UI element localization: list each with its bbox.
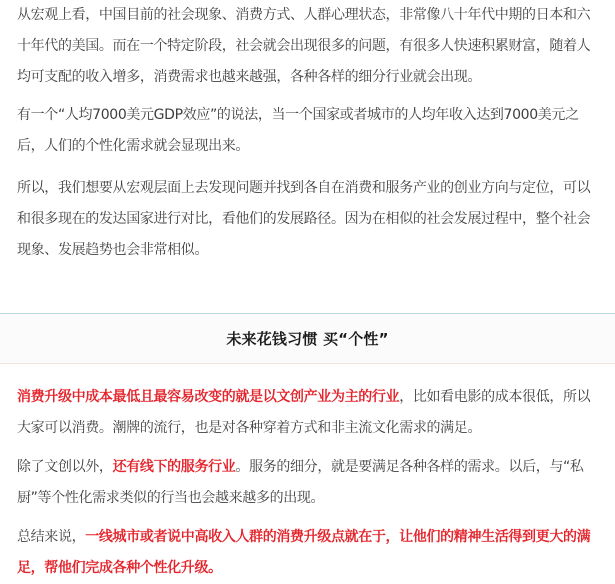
paragraph-macro-view: 从宏观上看，中国目前的社会现象、消费方式、人群心理状态，非常像八十年代中期的日本和六十年代的美国。而在一个特定阶段，社会就会出现很多的问题，有很多人快速积累财富，随着人均可支配的收入增多，消费需求也越来越强，各种各样的细分行业就会出现。 [17, 7, 591, 85]
paragraph-developed-countries: 所以，我们想要从宏观层面上去发现问题并找到各自在消费和服务产业的创业方向与定位，可以和很多现在的发达国家进行对比，看他们的发展路径。因为在相似的社会发展过程中，整个社会现象、发展趋势也会非常相似。 [17, 180, 591, 258]
highlight-summary: 一线城市或者说中高收入人群的消费升级点就在于，让他们的精神生活得到更大的满足，帮他们完成各种个性化升级。 [17, 529, 591, 576]
section-header [0, 313, 615, 364]
highlight-cultural-industry: 消费升级中成本最低且最容易改变的就是以文创产业为主的行业 [17, 389, 400, 405]
paragraph-offline-services-intro: 除了文创以外， [17, 459, 113, 475]
paragraph-offline-services [17, 452, 597, 514]
paragraph-summary-intro: 总结来说， [17, 529, 86, 545]
paragraph-cultural-industry-text: ，比如看电影的成本很低，所以大家可以消费。潮牌的流行，也是对各种穿着方式和非主流文化需求的满足。 [17, 389, 591, 436]
paragraph-offline-services-text: 。服务的细分，就是要满足各种各样的需求。以后，与“私厨”等个性化需求类似的行当也会越来越多的出现。 [17, 459, 584, 506]
paragraph-summary [17, 522, 597, 584]
highlight-offline-services: 还有线下的服务行业 [112, 459, 236, 475]
paragraph-gdp-effect: 有一个“人均7000美元GDP效应”的说法，当一个国家或者城市的人均年收入达到7000美元之后，人们的个性化需求就会显现出来。 [17, 107, 579, 154]
section-title: 未来花钱习惯 买“个性” [226, 330, 389, 348]
paragraph-cultural-industry [17, 382, 597, 444]
